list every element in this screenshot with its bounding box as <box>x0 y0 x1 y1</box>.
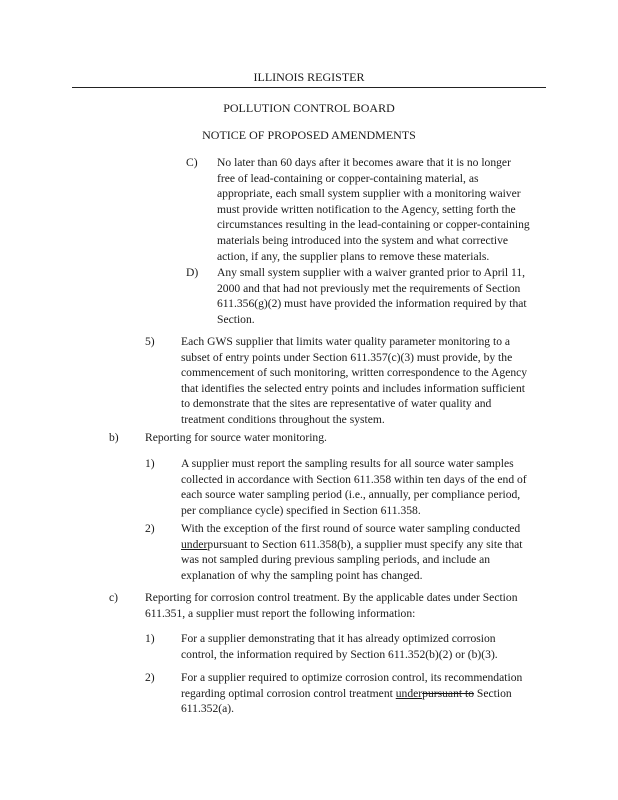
text-line: subset of entry points under Section 611.357(c)(3) must provide, by the <box>181 350 513 364</box>
text-line: control, the information required by Section 611.352(b)(2) or (b)(3). <box>181 647 498 661</box>
text-line <box>181 537 523 553</box>
inserted-text: under <box>395 686 423 700</box>
text-line: A supplier must report the sampling results for all source water samples <box>181 457 514 470</box>
text-line: appropriate, each small system supplier with a monitoring waiver <box>217 187 521 201</box>
text-line: treatment conditions throughout the system. <box>181 412 385 426</box>
text-line: For a supplier demonstrating that it has already optimized corrosion <box>181 632 496 645</box>
inserted-text: under <box>181 537 208 551</box>
text-line: With the exception of the first round of source water sampling conducted <box>181 522 521 535</box>
text-line: that identifies the selected entry points and includes information sufficient <box>181 381 525 395</box>
text-line: must provide written notification to the Agency, setting forth the <box>217 202 516 216</box>
text-line: 2000 and that had not previously met the requirements of Section <box>217 281 521 295</box>
text-line: Section. <box>217 312 255 326</box>
item-c2-marker: 2) <box>145 671 155 684</box>
item-c2-text <box>181 670 522 717</box>
text-line: Reporting for corrosion control treatment. By the applicable dates under Section <box>145 591 518 604</box>
register-title: ILLINOIS REGISTER <box>253 70 365 84</box>
text-line: each source water sampling period (i.e., annually, per compliance period, <box>181 488 521 502</box>
item-c-text <box>217 155 530 264</box>
text-line: per compliance cycle) specified in Section 611.358. <box>181 503 421 517</box>
text-line: 611.356(g)(2) must have provided the information required by that <box>217 297 527 311</box>
item-c1-text <box>181 631 498 662</box>
text-line <box>181 686 522 702</box>
text-line: commencement of such monitoring, written correspondence to the Agency <box>181 366 528 380</box>
item-c-marker: C) <box>186 156 198 169</box>
header-rule <box>72 87 546 88</box>
text-line: 611.352(a). <box>181 702 235 716</box>
text-line: explanation of why the sampling point has changed. <box>181 568 423 582</box>
text-line: circumstances resulting in the lead-containing or copper-containing <box>217 218 530 232</box>
text-line: free of lead-containing or copper-containing material, as <box>217 171 479 185</box>
notice-title: NOTICE OF PROPOSED AMENDMENTS <box>202 128 416 142</box>
item-5-text <box>181 334 527 428</box>
text-segment: pursuant to Section 611.358(b), a supplier must specify any site that <box>207 537 523 551</box>
item-d-marker: D) <box>186 266 199 279</box>
item-b1-text <box>181 456 527 518</box>
deleted-text: pursuant to <box>422 686 474 700</box>
item-5-marker: 5) <box>145 335 155 348</box>
section-c-marker: c) <box>109 591 119 604</box>
text-line: collected in accordance with Section 611.358 within ten days of the end of <box>181 472 527 486</box>
item-b2-marker: 2) <box>145 522 155 535</box>
text-line: to demonstrate that the sites are representative of water quality and <box>181 397 492 411</box>
item-c1-marker: 1) <box>145 632 155 645</box>
text-line: For a supplier required to optimize corrosion control, its recommendation <box>181 671 523 684</box>
text-line: materials being introduced into the system and what corrective <box>217 233 509 247</box>
board-title: POLLUTION CONTROL BOARD <box>223 101 395 115</box>
text-line: 611.351, a supplier must report the following information: <box>145 606 416 620</box>
text-line: No later than 60 days after it becomes aware that it is no longer <box>217 156 511 169</box>
item-b1-marker: 1) <box>145 457 155 470</box>
text-segment: Section <box>474 686 512 700</box>
text-segment: regarding optimal corrosion control treatment <box>181 686 396 700</box>
item-b2-text <box>181 521 523 583</box>
section-b-heading: Reporting for source water monitoring. <box>145 431 327 444</box>
text-line: action, if any, the supplier plans to remove these materials. <box>217 249 490 263</box>
item-d-text <box>217 265 527 327</box>
text-line: Each GWS supplier that limits water quality parameter monitoring to a <box>181 335 511 348</box>
section-b-marker: b) <box>109 431 119 444</box>
text-line: Any small system supplier with a waiver granted prior to April 11, <box>217 266 526 279</box>
section-c-heading <box>145 590 518 621</box>
text-line: was not sampled during previous sampling periods, and include an <box>181 553 491 567</box>
